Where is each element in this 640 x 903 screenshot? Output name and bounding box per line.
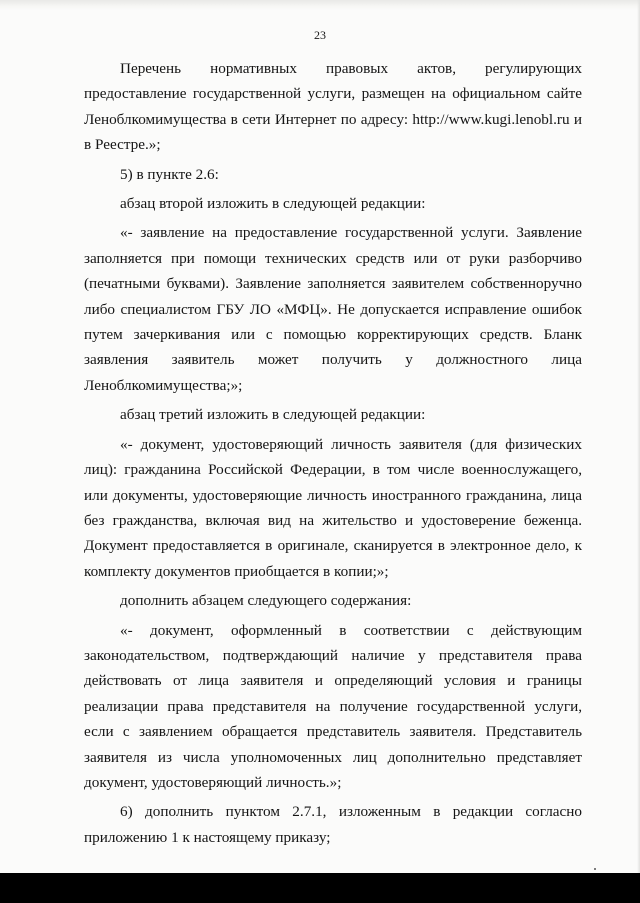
paragraph-application-clause: «- заявление на предоставление государственной услуги. Заявление заполняется при помощи технических средств или от руки разборчиво (печатными буквами). Заявление заполняется заявителем собственноручно либо специалистом ГБУ ЛО «МФЦ». Не допускается исправление ошибок путем зачеркивания или с помощью корректирующих средств. Бланк заявления заявитель может получить у должностного лица Леноблкомимущества;»;	[84, 224, 582, 394]
paragraph-item-5: 5) в пункте 2.6:	[120, 165, 219, 183]
paragraph-add-clause-heading: дополнить абзацем следующего содержания:	[120, 592, 412, 610]
paragraph-item-6: 6) дополнить пунктом 2.7.1, изложенным в редакции согласно приложению 1 к настоящему приказу;	[84, 803, 582, 846]
paragraph-legal-acts-list: Перечень нормативных правовых актов, регулирующих предоставление государственной услуги, размещен на официальном сайте Леноблкомимущества в сети Интернет по адресу: http://www.kugi.lenobl.ru и в Реестре.»;	[84, 60, 582, 154]
scan-speck	[594, 868, 596, 870]
paragraph-third-para-heading: абзац третий изложить в следующей редакции:	[120, 406, 426, 424]
paragraph-representative-clause: «- документ, оформленный в соответствии с действующим законодательством, подтверждающий наличие у представителя права действовать от лица заявителя и определяющий условия и границы реализации права представителя на получение государственной услуги, если с заявлением обращается представитель заявителя. Представитель заявителя из числа уполномоченных лиц дополнительно представляет документ, удостоверяющий личность.»;	[84, 621, 582, 791]
page-number: 23	[314, 28, 326, 42]
paragraph-second-para-heading: абзац второй изложить в следующей редакции:	[120, 195, 426, 213]
scan-bottom-band	[0, 873, 640, 903]
document-body	[84, 56, 582, 850]
paragraph-identity-document-clause: «- документ, удостоверяющий личность заявителя (для физических лиц): гражданина Российской Федерации, в том числе военнослужащего, или документы, удостоверяющие личность иностранного гражданина, лица без гражданства, включая вид на жительство и удостоверение беженца. Документ предоставляется в оригинале, сканируется в электронное дело, к комплекту документов приобщается в копии;»;	[84, 435, 582, 580]
scan-top-edge	[0, 0, 640, 10]
